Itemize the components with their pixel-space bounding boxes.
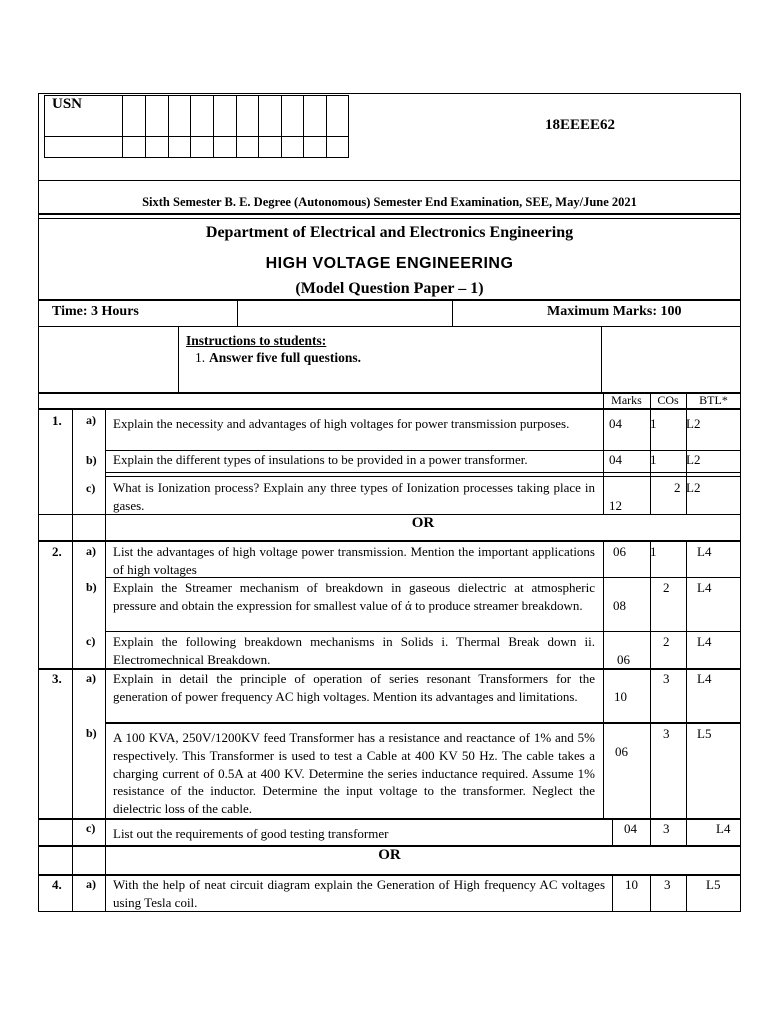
cos-column-header: COs bbox=[657, 393, 679, 407]
btl-column-header: BTL* bbox=[699, 393, 728, 407]
part-label: c) bbox=[86, 634, 96, 648]
part-label: c) bbox=[86, 481, 96, 495]
part-label: a) bbox=[86, 413, 96, 427]
marks-value: 04 bbox=[609, 452, 622, 467]
marks-column-header: Marks bbox=[611, 393, 642, 407]
part-label: b) bbox=[86, 726, 97, 740]
question-text: List the advantages of high voltage power transmission. Mention the important applications of high voltages bbox=[113, 544, 595, 577]
or-separator: OR bbox=[411, 515, 435, 531]
question-text: With the help of neat circuit diagram explain the Generation of High frequency AC voltages using Tesla coil. bbox=[113, 877, 605, 910]
btl-value: L4 bbox=[697, 580, 712, 595]
co-value: 2 bbox=[663, 580, 670, 595]
marks-value: 06 bbox=[613, 544, 626, 559]
co-value: 3 bbox=[663, 671, 670, 686]
part-label: a) bbox=[86, 671, 96, 685]
co-value: 1 bbox=[650, 416, 657, 431]
btl-value: L4 bbox=[716, 821, 731, 836]
question-number: 4. bbox=[52, 877, 62, 892]
time-label: Time: 3 Hours bbox=[52, 304, 139, 319]
marks-value: 08 bbox=[613, 598, 626, 613]
btl-value: L4 bbox=[697, 671, 712, 686]
question-text: Explain in detail the principle of operation of series resonant Transformers for the generation of power frequency AC high voltages. Mention its advantages and limitations. bbox=[113, 671, 595, 704]
btl-value: L4 bbox=[697, 634, 712, 649]
marks-value: 04 bbox=[609, 416, 622, 431]
part-label: a) bbox=[86, 877, 96, 891]
paper-label: (Model Question Paper – 1) bbox=[295, 280, 484, 297]
btl-value: L5 bbox=[706, 877, 721, 892]
marks-value: 06 bbox=[617, 652, 630, 667]
question-text: List out the requirements of good testing transformer bbox=[113, 826, 389, 841]
marks-value: 04 bbox=[624, 821, 637, 836]
usn-label: USN bbox=[52, 96, 83, 112]
question-text: Explain the different types of insulations to be provided in a power transformer. bbox=[113, 452, 528, 467]
question-number: 1. bbox=[52, 413, 62, 428]
question-text: What is Ionization process? Explain any three types of Ionization processes taking place in gases. bbox=[113, 480, 595, 513]
co-value: 1 bbox=[650, 544, 657, 559]
question-number: 3. bbox=[52, 671, 62, 686]
part-label: c) bbox=[86, 821, 96, 835]
btl-value: L2 bbox=[686, 416, 701, 431]
question-text: A 100 KVA, 250V/1200KV feed Transformer has a resistance and reactance of 1% and 5% respectively. This Transformer is used to test a Cable at 400 KV 50 Hz. The cable takes a charging current of 0.5A at 400 KV. Determine the series inductance required. Assume 1% resistance of the inductor. Determine the input voltage to the transformer. Neglect the dielectric loss of the cable. bbox=[113, 730, 595, 817]
btl-value: L2 bbox=[686, 480, 701, 495]
marks-value: 12 bbox=[609, 498, 622, 513]
co-value: 1 bbox=[650, 452, 657, 467]
or-separator: OR bbox=[378, 847, 401, 863]
max-marks-label: Maximum Marks: 100 bbox=[547, 304, 682, 319]
co-value: 2 bbox=[663, 634, 670, 649]
marks-value: 06 bbox=[615, 744, 628, 759]
instruction-text: Answer five full questions. bbox=[209, 350, 362, 365]
marks-value: 10 bbox=[625, 877, 638, 892]
question-text: Explain the following breakdown mechanisms in Solids i. Thermal Break down ii. Electromechnical Breakdown. bbox=[113, 634, 595, 667]
subject-title: HIGH VOLTAGE ENGINEERING bbox=[265, 255, 514, 272]
course-code: 18EEEE62 bbox=[545, 117, 616, 133]
co-value: 3 bbox=[663, 821, 670, 836]
instruction-number: 1. bbox=[195, 350, 206, 365]
question-text: Explain the Streamer mechanism of breakdown in gaseous dielectric at atmospheric pressure and obtain the expression for smallest value of ά to produce streamer breakdown. bbox=[113, 580, 595, 613]
btl-value: L2 bbox=[686, 452, 701, 467]
part-label: a) bbox=[86, 544, 96, 558]
co-value: 3 bbox=[664, 877, 671, 892]
exam-title: Sixth Semester B. E. Degree (Autonomous) Semester End Examination, SEE, May/June 2021 bbox=[142, 195, 637, 209]
part-label: b) bbox=[86, 453, 97, 467]
btl-value: L4 bbox=[697, 544, 712, 559]
co-value: 2 bbox=[674, 480, 681, 495]
question-number: 2. bbox=[52, 544, 62, 559]
department-name: Department of Electrical and Electronics Engineering bbox=[205, 224, 574, 241]
question-text: Explain the necessity and advantages of high voltages for power transmission purposes. bbox=[113, 416, 570, 431]
instructions-title: Instructions to students: bbox=[186, 333, 327, 348]
part-label: b) bbox=[86, 580, 97, 594]
btl-value: L5 bbox=[697, 726, 712, 741]
marks-value: 10 bbox=[614, 689, 627, 704]
co-value: 3 bbox=[663, 726, 670, 741]
